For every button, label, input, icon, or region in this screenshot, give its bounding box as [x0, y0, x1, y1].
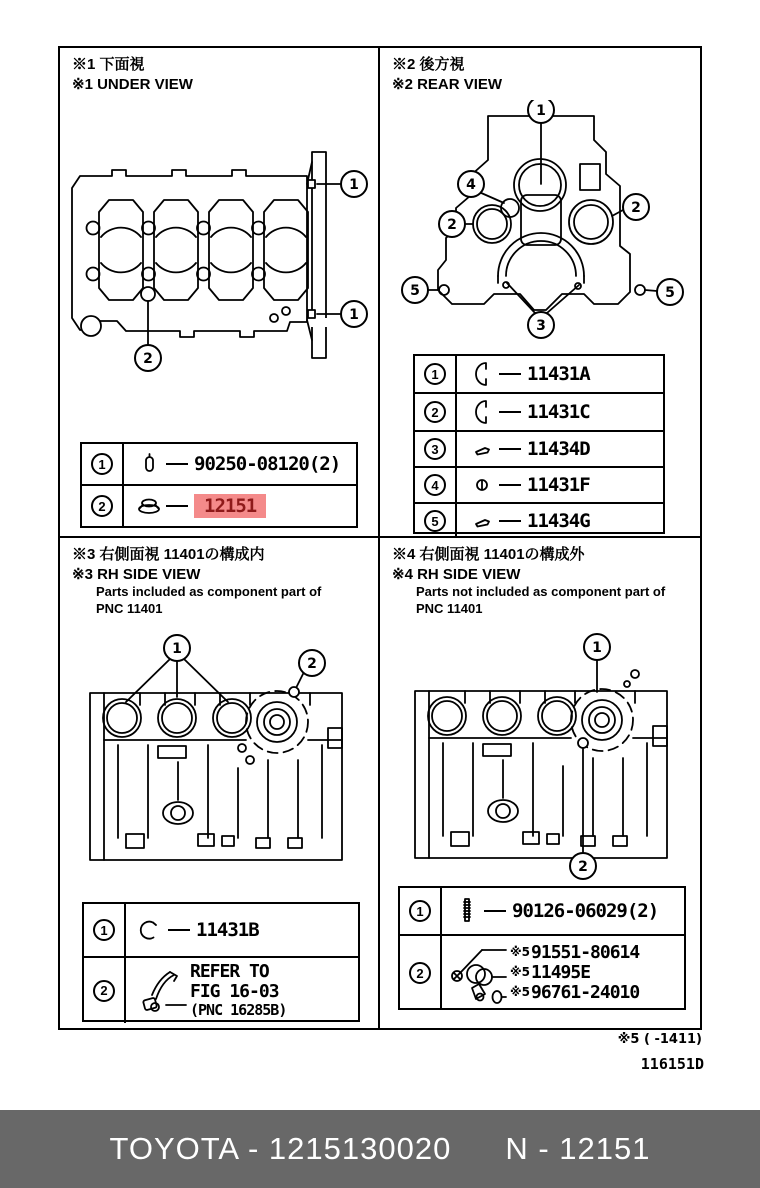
panel-4-title-en: ※4 RH SIDE VIEW [392, 565, 521, 583]
svg-text:1: 1 [349, 177, 359, 193]
ring-icon [138, 917, 164, 943]
hose-icon [138, 965, 190, 1017]
row-number-badge: 3 [424, 438, 446, 460]
panel-3-note-line: Parts included as component part of [96, 584, 322, 599]
part-number[interactable]: 96761-24010 [531, 982, 640, 1004]
part-number[interactable]: 11431B [196, 919, 259, 941]
svg-text:2: 2 [143, 351, 153, 367]
row-number-badge: 1 [409, 900, 431, 922]
bearing-shell-icon [469, 360, 495, 388]
panel-rh-side-not-included [380, 538, 700, 1028]
table-row [400, 936, 684, 1010]
callout-1 [528, 100, 554, 123]
footnote-marker: ※5 [510, 945, 531, 960]
refer-pnc: (PNC 16285B) [190, 1001, 287, 1020]
footnote-marker: ※5 [510, 985, 531, 1000]
rear-view-diagram [388, 100, 694, 352]
callout-1 [164, 635, 190, 661]
table-row [400, 888, 684, 936]
row-number-badge: 4 [424, 474, 446, 496]
footer-part-code: N - 12151 [505, 1131, 651, 1166]
leader-line [168, 929, 190, 931]
part-number[interactable]: 11431A [527, 363, 590, 385]
leader-line [166, 463, 188, 465]
row-number-badge: 2 [91, 495, 113, 517]
part-number[interactable]: 11431F [527, 474, 590, 496]
part-number[interactable]: 90126-06029(2) [512, 900, 659, 922]
part-number[interactable]: 91551-80614 [531, 941, 640, 963]
parts-table-rh-side-not-included [398, 886, 686, 1010]
leader-line [499, 411, 521, 413]
callout-1 [341, 171, 367, 197]
callout-5 [402, 277, 428, 303]
refer-fig[interactable]: FIG 16-03 [190, 981, 279, 1003]
part-number[interactable]: 11495E [531, 961, 591, 983]
panel-4-note-line: Parts not included as component part of [416, 584, 666, 599]
row-number-badge: 1 [93, 919, 115, 941]
part-number-highlighted[interactable]: 12151 [194, 494, 266, 518]
row-number-badge: 2 [409, 962, 431, 984]
panel-1-header [72, 55, 193, 94]
panel-2-title-jp: ※2 後方視 [392, 56, 465, 73]
date-range-footnote: ※5 ( -1411) [617, 1032, 702, 1047]
svg-text:1: 1 [592, 640, 602, 656]
callout-2 [299, 650, 325, 676]
sensor-cluster-icon [448, 940, 510, 1006]
panel-1-title-jp: ※1 下面視 [72, 56, 145, 73]
svg-text:1: 1 [536, 103, 546, 119]
part-line [510, 963, 639, 983]
table-row [82, 444, 356, 486]
callout-1 [584, 634, 610, 660]
table-row [84, 904, 358, 958]
panel-4-note-line: PNC 11401 [416, 600, 483, 616]
plug-icon [136, 493, 162, 519]
part-number[interactable]: 90250-08120(2) [194, 453, 341, 475]
rh-side-view-diagram [70, 610, 370, 898]
panel-3-title-jp: ※3 右側面視 11401の構成内 [72, 546, 265, 563]
parts-table-rh-side-included [82, 902, 360, 1022]
table-row [415, 356, 663, 394]
taper-plug-icon [469, 436, 495, 462]
panel-3-note-line: PNC 11401 [96, 600, 163, 616]
row-number-badge: 2 [93, 980, 115, 1002]
panel-3-title-en: ※3 RH SIDE VIEW [72, 565, 201, 583]
part-line [510, 983, 639, 1003]
leader-line [499, 484, 521, 486]
part-line [510, 943, 639, 963]
callout-2 [623, 194, 649, 220]
rh-side-view-diagram-2 [395, 608, 695, 884]
leader-line [499, 448, 521, 450]
part-number[interactable]: 11434D [527, 438, 590, 460]
panel-3-header [72, 545, 321, 618]
row-number-badge: 2 [424, 401, 446, 423]
panel-rear-view [380, 48, 700, 538]
taper-plug-icon [469, 508, 495, 534]
callout-4 [458, 171, 484, 197]
row-number-badge: 1 [424, 363, 446, 385]
svg-text:2: 2 [631, 200, 641, 216]
parts-table-under-view [80, 442, 358, 528]
svg-text:1: 1 [172, 641, 182, 657]
footnote-marker: ※5 [510, 965, 531, 980]
refer-line: REFER TO [190, 961, 269, 982]
callout-1 [341, 301, 367, 327]
table-row [415, 504, 663, 538]
callout-3 [528, 312, 554, 338]
parts-table-rear-view [413, 354, 665, 534]
callout-5 [657, 279, 683, 305]
panel-rh-side-included [60, 538, 380, 1028]
table-row [415, 468, 663, 504]
svg-text:5: 5 [410, 283, 420, 299]
table-row [415, 394, 663, 432]
svg-text:2: 2 [447, 217, 457, 233]
part-number[interactable]: 11431C [527, 401, 590, 423]
pin-icon [136, 451, 162, 477]
svg-text:3: 3 [536, 318, 546, 334]
callout-2 [135, 345, 161, 371]
diagram-frame [58, 46, 702, 1030]
panel-4-title-jp: ※4 右側面視 11401の構成外 [392, 546, 585, 563]
svg-text:1: 1 [349, 307, 359, 323]
row-number-badge: 1 [91, 453, 113, 475]
footer-catalog-number: TOYOTA - 1215130020 [109, 1131, 452, 1166]
panel-4-header [392, 545, 665, 618]
svg-text:4: 4 [466, 177, 476, 193]
figure-code: 116151D [640, 1055, 704, 1073]
panel-2-title-en: ※2 REAR VIEW [392, 75, 503, 93]
bearing-shell-icon [469, 398, 495, 426]
panel-under-view [60, 48, 380, 538]
panel-1-title-en: ※1 UNDER VIEW [72, 75, 193, 93]
table-row [82, 486, 356, 526]
svg-text:5: 5 [665, 285, 675, 301]
round-plug-icon [469, 472, 495, 498]
callout-2 [570, 853, 596, 879]
footer-bar [0, 1110, 760, 1188]
table-row [415, 432, 663, 468]
part-number[interactable]: 11434G [527, 510, 590, 532]
leader-line [499, 373, 521, 375]
leader-line [499, 520, 521, 522]
under-view-diagram [60, 142, 382, 438]
stud-bolt-icon [454, 896, 480, 926]
panel-2-header [392, 55, 502, 94]
svg-text:2: 2 [307, 656, 317, 672]
row-number-badge: 5 [424, 510, 446, 532]
svg-text:2: 2 [578, 859, 588, 875]
table-row [84, 958, 358, 1023]
leader-line [484, 910, 506, 912]
leader-line [166, 505, 188, 507]
callout-2 [439, 211, 465, 237]
